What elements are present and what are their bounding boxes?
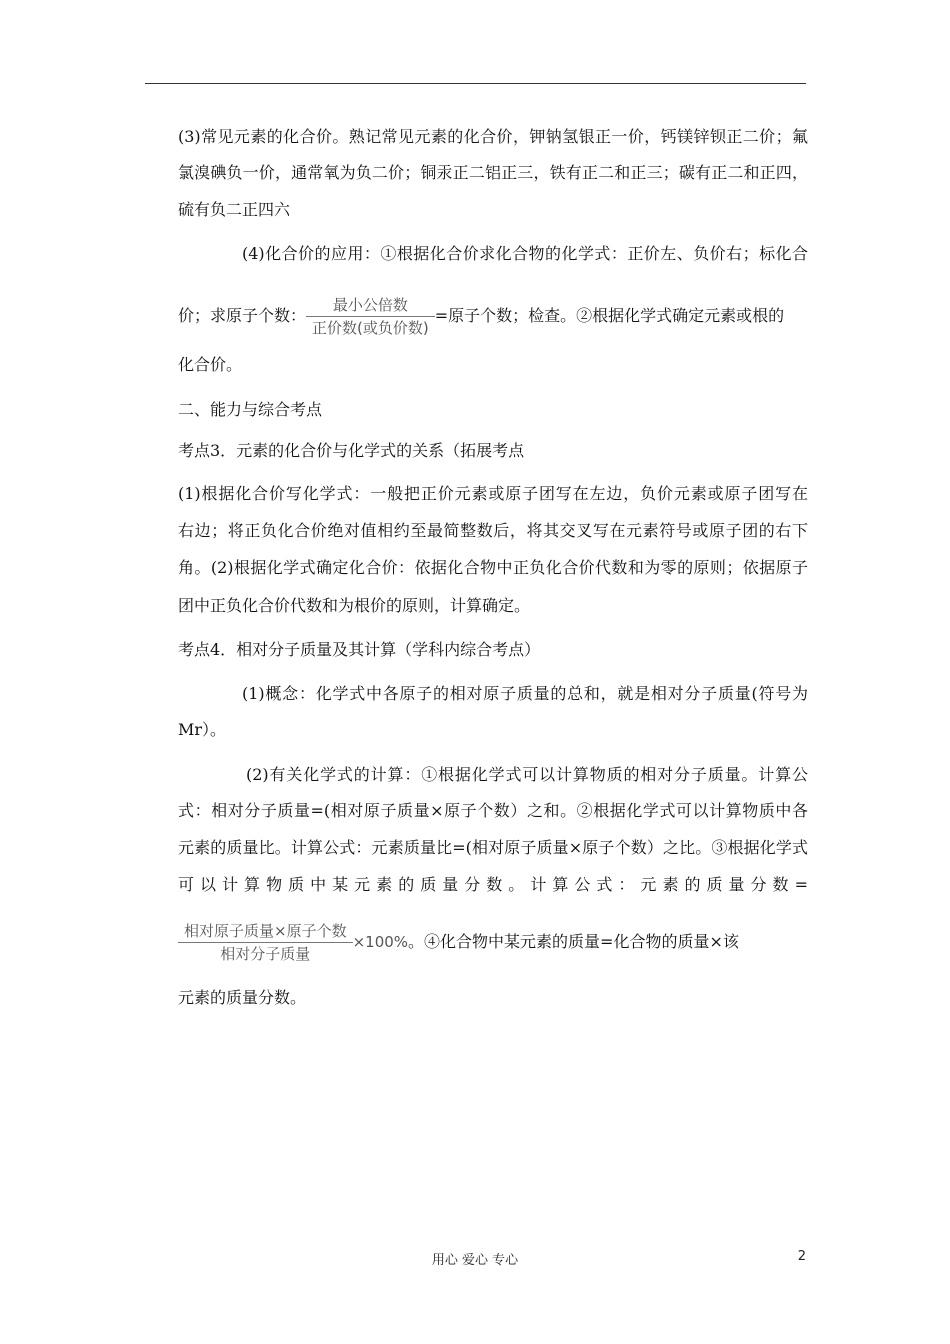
kd4-p2-line-5-post: 。④化合物中某元素的质量=化合物的质量×该 [408,932,739,951]
p3-line-2: 氯溴碘负一价，通常氧为负二价；铜汞正二铝正三，铁有正二和正三；碳有正二和正四， [178,163,808,182]
percent-multiplier: ×100% [352,933,409,951]
kd4-p2-line-5 [178,920,808,964]
kd3-title: 考点3．元素的化合价与化学式的关系（拓展考点 [178,441,525,460]
mass-fraction-formula [178,922,353,963]
mass-fraction-denominator: 相对分子质量 [220,945,311,963]
p4-line-1: (4)化合价的应用：①根据化合价求化合物的化学式：正价左、负价右；标化合 [242,244,808,263]
kd3-line-1: (1)根据化合价写化学式：一般把正价元素或原子团写在左边，负价元素或原子团写在 [178,484,808,503]
p4-line-3: 化合价。 [178,355,243,374]
kd4-p1-line-2: Mr）。 [178,720,227,739]
kd3-line-3: 角。(2)根据化学式确定化合价：依据化合物中正负化合价代数和为零的原则；依据原子 [178,558,808,577]
p4-line-2 [178,294,808,338]
lcm-fraction [306,296,435,337]
lcm-fraction-denominator: 正价数(或负价数) [312,319,429,337]
mass-fraction-numerator: 相对原子质量×原子个数 [178,922,353,943]
kd3-line-2: 右边；将正负化合价绝对值相约至最简整数后，将其交叉写在元素符号或原子团的右下 [178,521,808,540]
p4-line-2-pre: 价；求原子个数： [178,306,307,325]
kd4-p2-line-4: 可以计算物质中某元素的质量分数。计算公式：元素的质量分数= [178,875,808,894]
p3-line-1: (3)常见元素的化合价。熟记常见元素的化合价，钾钠氢银正一价，钙镁锌钡正二价；氟 [178,127,808,146]
header-rule [145,83,806,84]
page-number: 2 [797,1249,806,1264]
kd3-line-4: 团中正负化合价代数和为根价的原则，计算确定。 [178,596,531,615]
p4-line-2-post: =原子个数；检查。②根据化学式确定元素或根的 [434,306,785,325]
section-heading: 二、能力与综合考点 [178,400,323,419]
page-footer: 用心 爱心 专心 [431,1253,519,1268]
kd4-p2-line-6: 元素的质量分数。 [178,988,307,1007]
kd4-title: 考点4．相对分子质量及其计算（学科内综合考点） [178,640,541,659]
p3-line-3: 硫有负二正四六 [178,200,291,219]
kd4-p2-line-2: 式：相对分子质量=(相对原子质量×原子个数）之和。②根据化学式可以计算物质中各 [178,801,808,820]
kd4-p2-line-1: (2)有关化学式的计算：①根据化学式可以计算物质的相对分子质量。计算公 [246,765,808,784]
kd4-p2-line-3: 元素的质量比。计算公式：元素质量比=(相对原子质量×原子个数）之比。③根据化学式 [178,838,808,857]
kd4-p1-line-1: (1)概念：化学式中各原子的相对原子质量的总和，就是相对分子质量(符号为 [242,684,808,703]
lcm-fraction-numerator: 最小公倍数 [306,296,435,317]
